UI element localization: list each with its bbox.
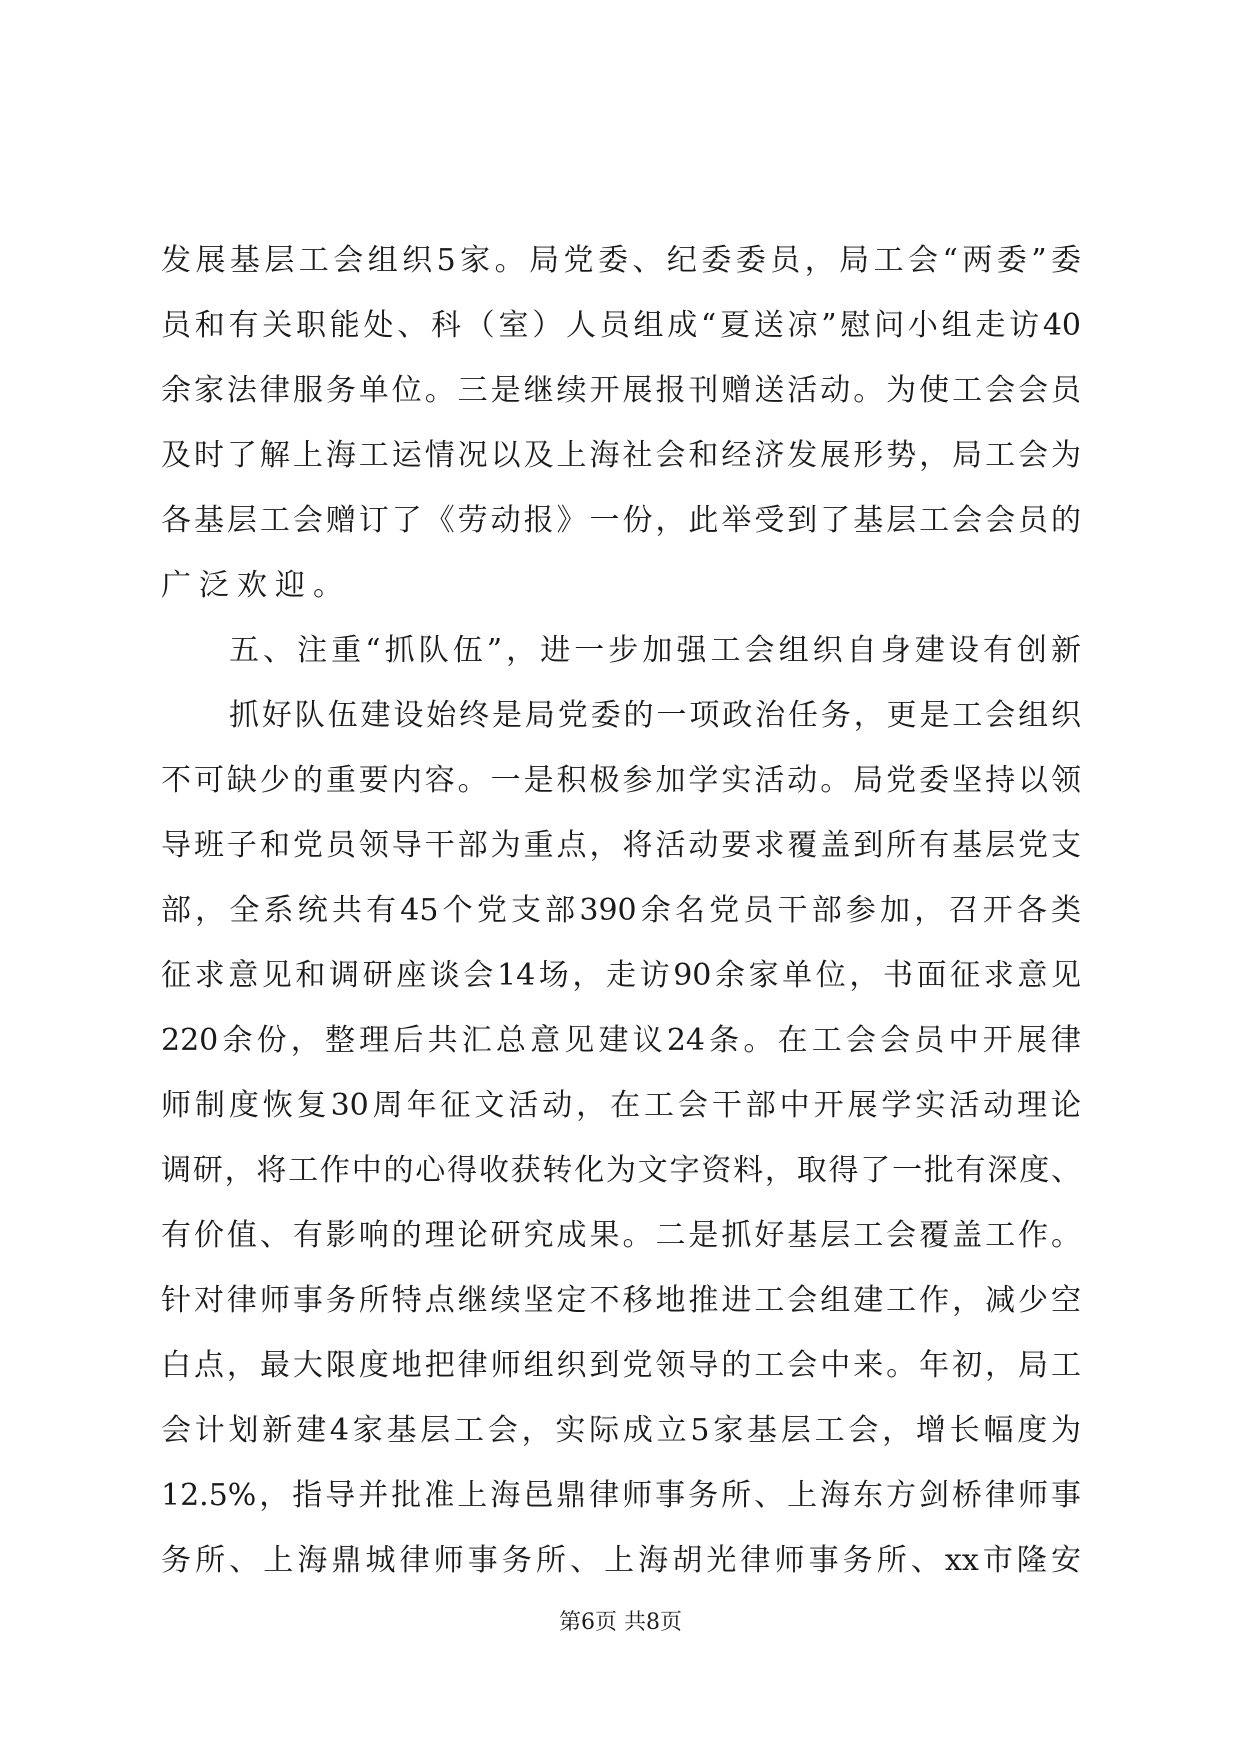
text-line: 务所、上海鼎城律师事务所、上海胡光律师事务所、xx市隆安	[161, 1543, 1081, 1578]
text-line: 各基层工会赠订了《劳动报》一份，此举受到了基层工会会员的	[161, 503, 1081, 538]
text-line: 有价值、有影响的理论研究成果。二是抓好基层工会覆盖工作。	[161, 1218, 1081, 1253]
text-line: 不可缺少的重要内容。一是积极参加学实活动。局党委坚持以领	[161, 763, 1081, 798]
body-text	[161, 228, 1081, 1593]
text-line: 导班子和党员领导干部为重点，将活动要求覆盖到所有基层党支	[161, 828, 1081, 863]
text-line: 广泛欢迎。	[161, 568, 351, 603]
text-line: 征求意见和调研座谈会14场，走访90余家单位，书面征求意见	[161, 958, 1081, 993]
text-line: 针对律师事务所特点继续坚定不移地推进工会组建工作，减少空	[161, 1283, 1081, 1318]
text-line: 员和有关职能处、科（室）人员组成“夏送凉”慰问小组走访40	[161, 308, 1081, 343]
text-line: 12.5%，指导并批准上海邑鼎律师事务所、上海东方剑桥律师事	[161, 1478, 1081, 1513]
text-line: 及时了解上海工运情况以及上海社会和经济发展形势，局工会为	[161, 438, 1081, 473]
text-line: 220余份，整理后共汇总意见建议24条。在工会会员中开展律	[161, 1023, 1081, 1058]
paragraph-first-line: 抓好队伍建设始终是局党委的一项政治任务，更是工会组织	[229, 698, 1081, 733]
text-line: 白点，最大限度地把律师组织到党领导的工会中来。年初，局工	[161, 1348, 1081, 1383]
text-line: 部，全系统共有45个党支部390余名党员干部参加，召开各类	[161, 893, 1081, 928]
page-footer: 第6页 共8页	[559, 1610, 682, 1635]
text-line: 调研，将工作中的心得收获转化为文字资料，取得了一批有深度、	[161, 1153, 1081, 1188]
text-line: 余家法律服务单位。三是继续开展报刊赠送活动。为使工会会员	[161, 373, 1081, 408]
text-line: 师制度恢复30周年征文活动，在工会干部中开展学实活动理论	[161, 1088, 1081, 1123]
text-line: 发展基层工会组织5家。局党委、纪委委员，局工会“两委”委	[161, 243, 1081, 278]
text-line: 会计划新建4家基层工会，实际成立5家基层工会，增长幅度为	[161, 1413, 1081, 1448]
section-heading: 五、注重“抓队伍”，进一步加强工会组织自身建设有创新	[229, 633, 1081, 668]
